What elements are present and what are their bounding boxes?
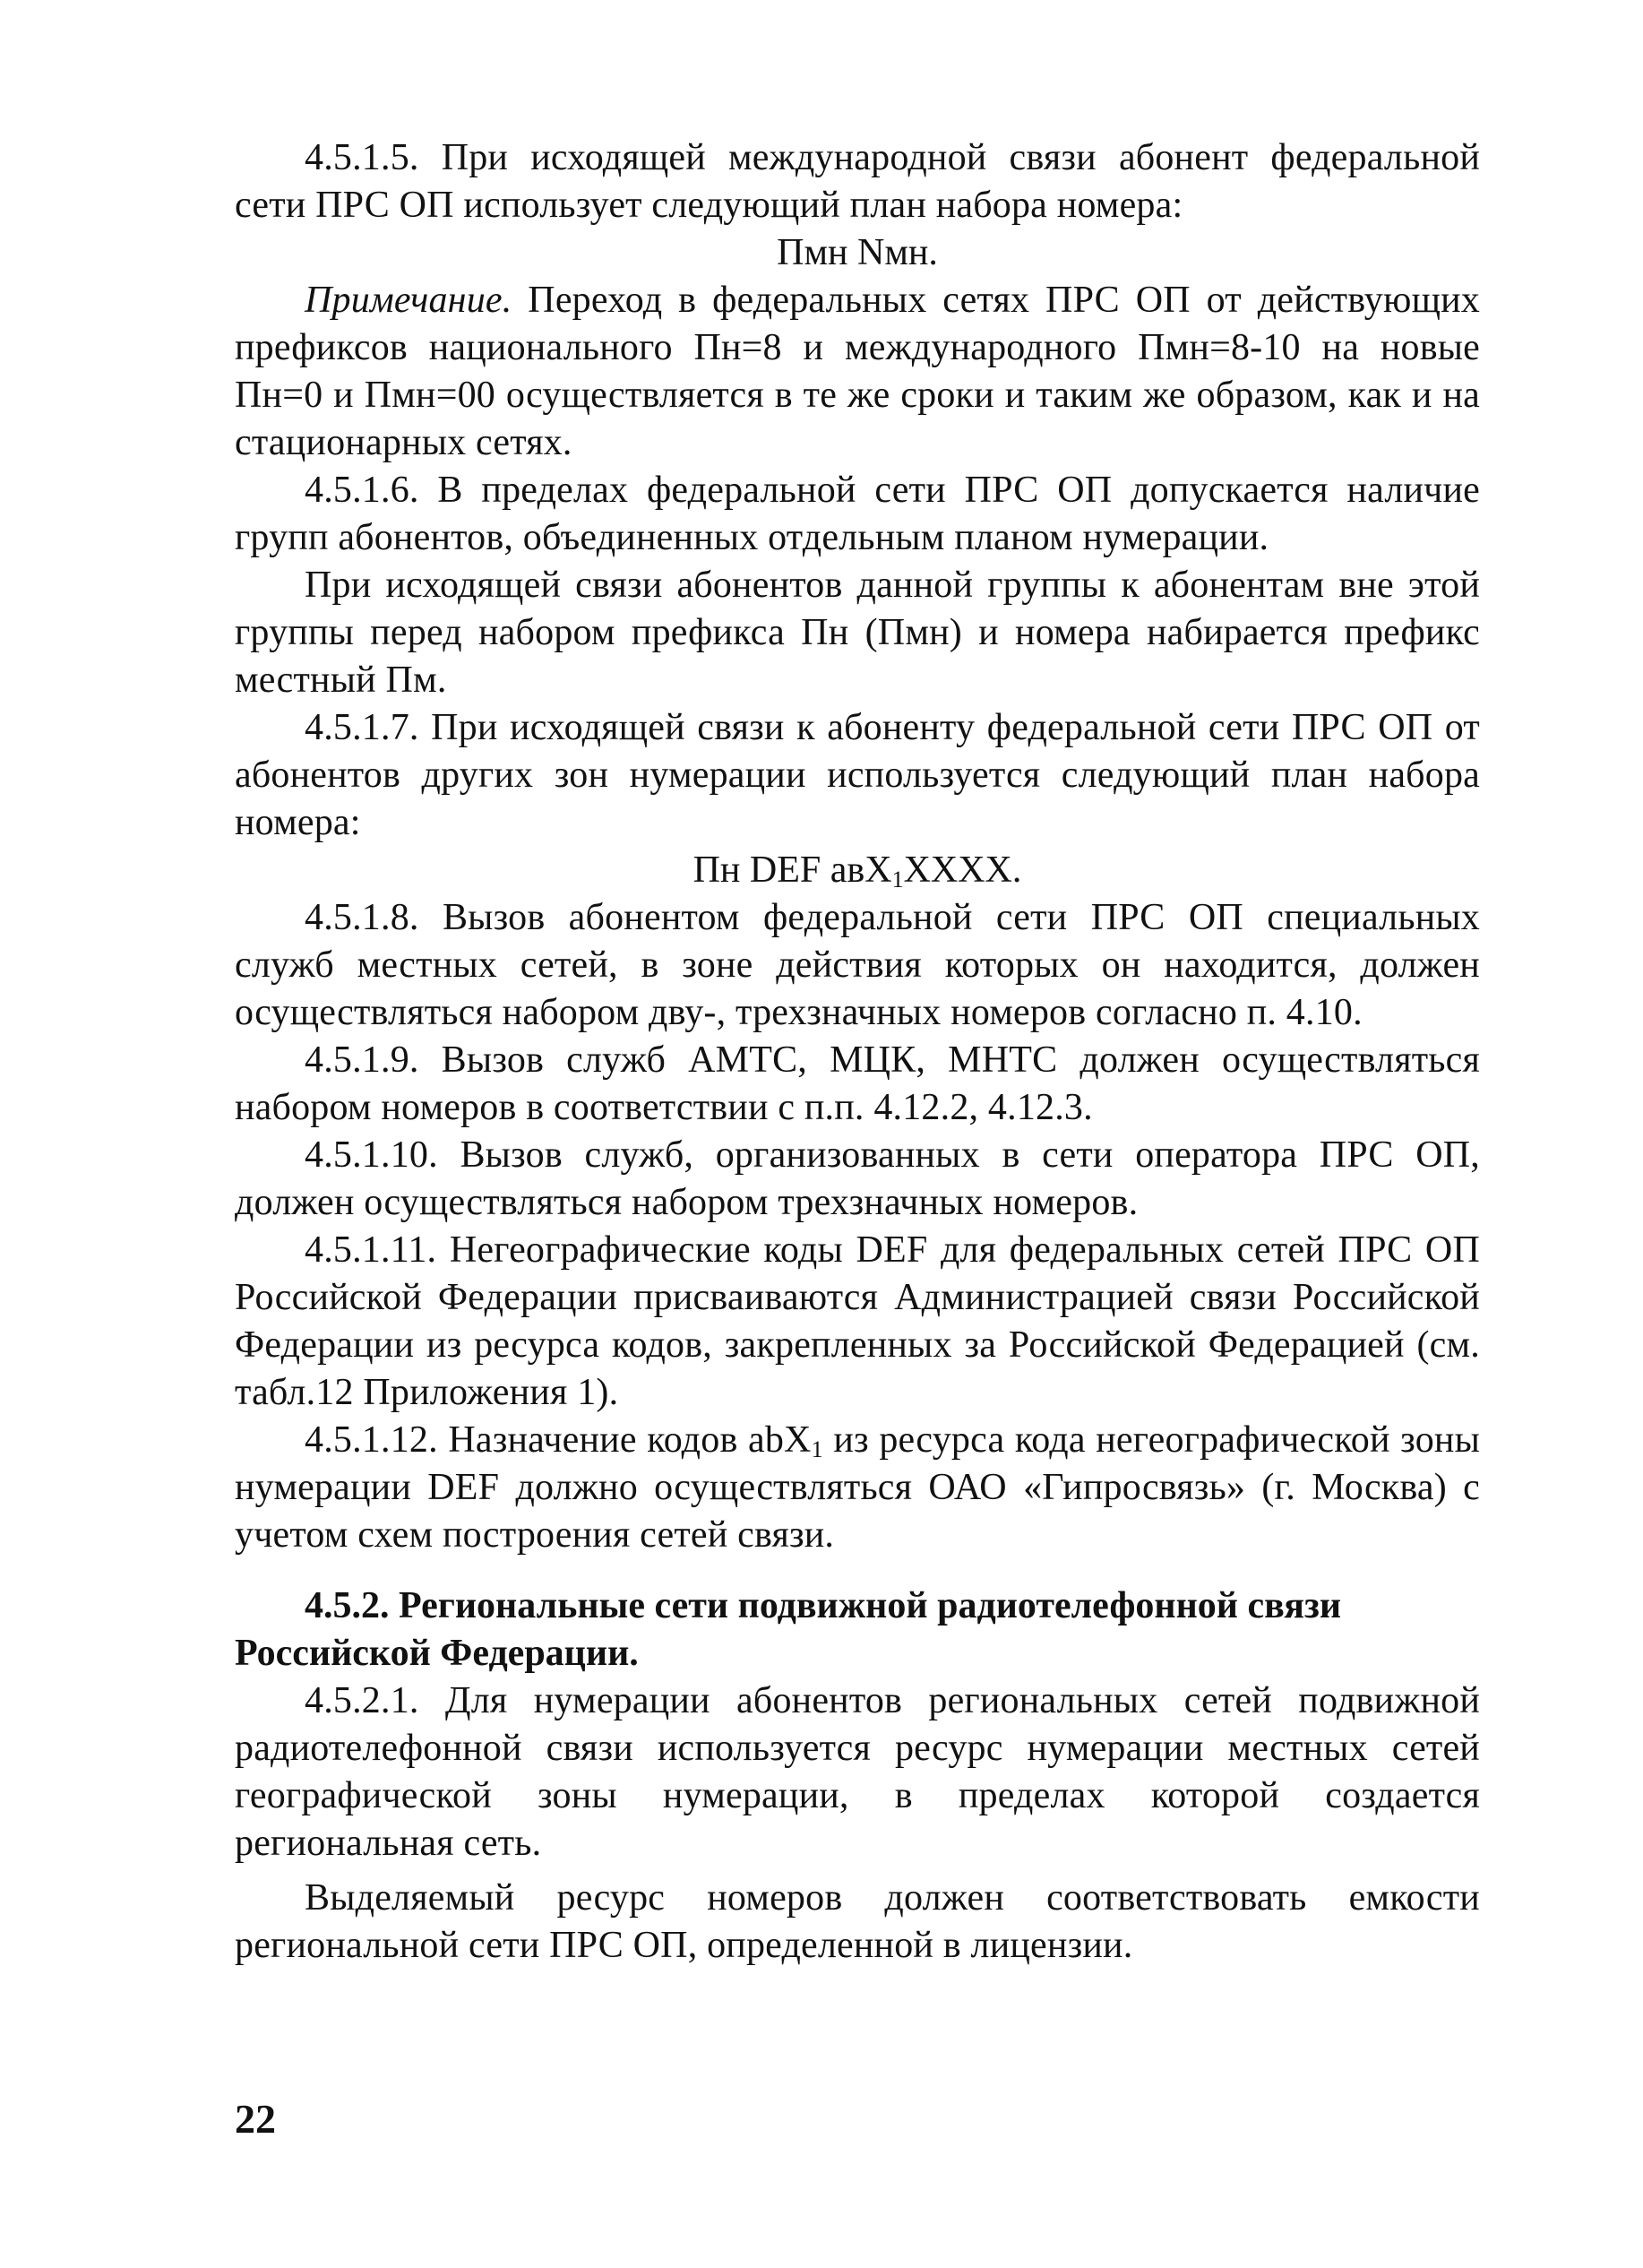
page-number: 22	[235, 2096, 276, 2142]
paragraph-4-5-1-7: 4.5.1.7. При исходящей связи к абоненту федеральной сети ПРС ОП от абонентов других зон нумерации используется следующий план набора номера:	[235, 707, 1480, 843]
paragraph-4-5-1-12	[235, 1417, 1480, 1559]
paragraph-4-5-1-11: 4.5.1.11. Негеографические коды DEF для федеральных сетей ПРС ОП Российской Федерации присваиваются Администрацией связи Российской Федерации из ресурса кодов, закрепленных за Российской Федерацией (см. табл.12 Приложения 1).	[235, 1229, 1480, 1413]
paragraph-resource: Выделяемый ресурс номеров должен соответствовать емкости региональной сети ПРС ОП, определенной в лицензии.	[235, 1877, 1480, 1966]
document-page	[235, 134, 1480, 1970]
note-text: Переход в федеральных сетях ПРС ОП от действующих префиксов национального Пн=8 и международного Пмн=8-10 на новые Пн=0 и Пмн=00 осуществляется в те же сроки и таким же образом, как и на стационарных сетях.	[235, 280, 1480, 463]
dial-plan-international: Пмн Nмн.	[777, 232, 938, 273]
paragraph-4-5-1-8: 4.5.1.8. Вызов абонентом федеральной сети ПРС ОП специальных служб местных сетей, в зоне действия которых он находится, должен осуществляться набором дву-, трехзначных номеров согласно п. 4.10.	[235, 897, 1480, 1033]
section-heading-4-5-2: 4.5.2. Региональные сети подвижной радиотелефонной связи Российской Федерации.	[235, 1585, 1342, 1674]
paragraph-4-5-1-12-subscript: 1	[811, 1436, 823, 1462]
paragraph-4-5-1-9: 4.5.1.9. Вызов служб АМТС, МЦК, МНТС должен осуществляться набором номеров в соответствии с п.п. 4.12.2, 4.12.3.	[235, 1039, 1480, 1128]
note-label: Примечание.	[305, 280, 512, 321]
paragraph-4-5-1-12-start: 4.5.1.12. Назначение кодов abX	[305, 1419, 812, 1461]
dial-plan-national-prefix: Пн DEF авХ	[692, 849, 892, 891]
dial-plan-national	[235, 847, 1480, 894]
paragraph-group-dialing: При исходящей связи абонентов данной группы к абонентам вне этой группы перед набором префикса Пн (Пмн) и номера набирается префикс местный Пм.	[235, 565, 1480, 701]
paragraph-4-5-1-10: 4.5.1.10. Вызов служб, организованных в сети оператора ПРС ОП, должен осуществляться набором трехзначных номеров.	[235, 1134, 1480, 1223]
dial-plan-national-suffix: ХХХХ.	[903, 849, 1022, 891]
paragraph-4-5-1-12-end: из ресурса кода негеографической зоны нумерации DEF должно осуществляться ОАО «Гипросвязь» (г. Москва) с учетом схем построения сетей связи.	[235, 1419, 1480, 1556]
paragraph-4-5-1-6: 4.5.1.6. В пределах федеральной сети ПРС ОП допускается наличие групп абонентов, объединенных отдельным планом нумерации.	[235, 470, 1480, 558]
paragraph-4-5-2-1: 4.5.2.1. Для нумерации абонентов региональных сетей подвижной радиотелефонной связи используется ресурс нумерации местных сетей географической зоны нумерации, в пределах которой создается региональная сеть.	[235, 1680, 1480, 1864]
paragraph-4-5-1-5: 4.5.1.5. При исходящей международной связи абонент федеральной сети ПРС ОП использует следующий план набора номера:	[235, 137, 1480, 226]
note-paragraph	[235, 277, 1480, 467]
dial-plan-national-subscript: 1	[891, 867, 904, 893]
